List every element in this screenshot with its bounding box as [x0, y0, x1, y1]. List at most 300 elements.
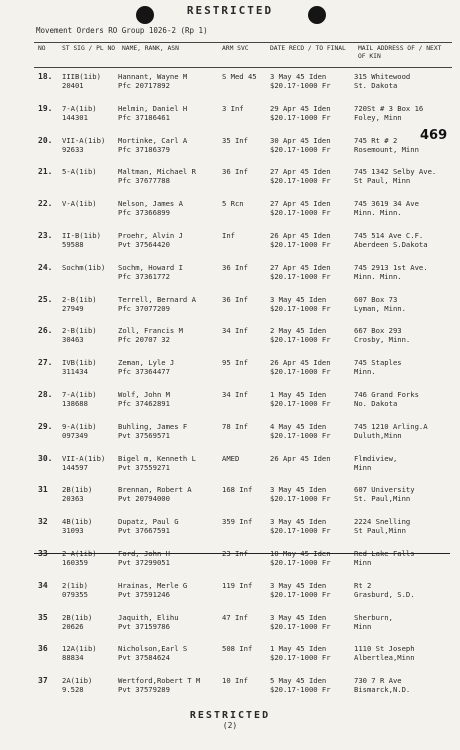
row-mail-address-line: Minn. Minn. — [354, 208, 402, 218]
table-row — [34, 358, 452, 390]
row-date-received — [270, 613, 331, 631]
row-number: 34 — [38, 580, 48, 590]
row-mail-address — [354, 613, 393, 631]
row-serial-line: 2(1ib) — [62, 580, 88, 590]
row-number: 25. — [38, 294, 53, 304]
row-mail-address-line: Lyman, Minn. — [354, 303, 406, 313]
row-date-received-line: $20.17-1000 Fr — [270, 494, 331, 504]
row-number: 19. — [38, 103, 53, 113]
row-mail-address — [354, 517, 410, 535]
row-date-received — [270, 485, 331, 503]
row-serial — [62, 390, 97, 408]
row-mail-address-line: 1110 St Joseph — [354, 644, 415, 654]
row-name-rank-line: Pfc 37361772 — [118, 271, 170, 281]
row-date-received-line: 3 May 45 Iden — [270, 485, 327, 495]
row-serial-line: 311434 — [62, 367, 88, 377]
row-mail-address-line: No. Dakota — [354, 399, 398, 408]
row-mail-address-line: Duluth,Minn — [354, 430, 402, 440]
row-name-rank-line: Hrainas, Merle G — [118, 580, 188, 590]
table-row — [34, 199, 452, 231]
row-mail-address-line: Minn — [354, 558, 372, 567]
row-mail-address — [354, 549, 415, 567]
row-mail-address-line: 315 Whitewood — [354, 72, 411, 81]
row-name-rank-line: Dupatz, Paul G — [118, 517, 179, 527]
row-number: 24. — [38, 262, 53, 272]
row-name-rank-line: Brennan, Robert A — [118, 485, 192, 495]
movement-orders-line: Movement Orders RO Group 1026-2 (Rp 1) — [36, 26, 208, 35]
row-mail-address — [354, 358, 402, 376]
row-serial — [62, 422, 97, 440]
row-mail-address-line: Albertlea,Minn — [354, 653, 415, 663]
row-mail-address-line: Rt 2 — [354, 580, 372, 590]
row-serial-line: 144301 — [62, 112, 88, 122]
row-date-received-line: 3 May 45 Iden — [270, 294, 327, 304]
row-mail-address-line: 607 Box 73 — [354, 294, 398, 304]
row-name-rank-line: Pvt 20794000 — [118, 494, 170, 504]
row-name-rank-line: Pfc 37186461 — [118, 112, 170, 122]
row-serial-line: 12A(1ib) — [62, 644, 97, 654]
table-row — [34, 517, 452, 549]
row-serial-line: 9-A(1ib) — [62, 421, 97, 431]
row-date-received-line: 1 May 45 Iden — [270, 644, 327, 654]
row-mail-address-line: 745 Staples — [354, 358, 402, 368]
row-date-received-line: $20.17-1000 Fr — [270, 144, 331, 154]
row-mail-address — [354, 263, 428, 281]
row-date-received — [270, 422, 331, 440]
row-mail-address-line: Aberdeen S.Dakota — [354, 240, 428, 249]
row-name-rank — [118, 326, 183, 344]
row-mail-address — [354, 167, 436, 185]
row-date-received-line: 5 May 45 Iden — [270, 676, 327, 686]
row-mail-address-line: St. Paul,Minn — [354, 494, 411, 504]
table-row — [34, 326, 452, 358]
row-serial — [62, 199, 97, 208]
row-serial-line: 20363 — [62, 494, 84, 504]
row-serial-line: 2B(1ib) — [62, 612, 93, 622]
row-serial-line: 144597 — [62, 462, 88, 472]
row-arm-service: 47 Inf — [222, 612, 248, 622]
row-mail-address-line: Bismarck,N.D. — [354, 685, 411, 695]
row-date-received-line: 3 May 45 Iden — [270, 72, 327, 81]
row-date-received — [270, 263, 331, 281]
row-serial — [62, 676, 92, 694]
row-serial-line: 20401 — [62, 81, 84, 90]
row-serial-line: 20626 — [62, 621, 84, 631]
row-number: 28. — [38, 390, 53, 399]
row-arm-service: 119 Inf — [222, 580, 253, 590]
row-name-rank-line: Pfc 20707 32 — [118, 335, 170, 345]
col-address: MAIL ADDRESS OF / NEXT OF KIN — [358, 45, 442, 60]
row-date-received — [270, 295, 331, 313]
row-number: 21. — [38, 167, 53, 177]
row-date-received — [270, 454, 331, 463]
row-serial-line: 7-A(1ib) — [62, 103, 97, 113]
row-date-received-line: $20.17-1000 Fr — [270, 430, 331, 440]
row-mail-address — [354, 485, 415, 503]
row-mail-address — [354, 326, 410, 344]
row-serial-line: 097349 — [62, 430, 88, 440]
row-arm-service: 5 Rcn — [222, 199, 244, 209]
row-date-received-line: 3 May 45 Iden — [270, 517, 327, 527]
row-mail-address-line: 745 514 Ave C.F. — [354, 231, 424, 240]
row-name-rank-line: Pfc 37366899 — [118, 208, 170, 218]
row-serial — [62, 581, 88, 599]
row-number: 35 — [38, 612, 48, 622]
row-serial-line: 30463 — [62, 335, 84, 345]
row-name-rank — [118, 295, 196, 313]
row-name-rank — [118, 454, 196, 472]
row-serial-line: IIIB(1ib) — [62, 72, 101, 81]
row-mail-address — [354, 581, 415, 599]
row-date-received-line: 1 May 45 Iden — [270, 390, 327, 399]
row-arm-service: 359 Inf — [222, 517, 253, 527]
row-serial — [62, 295, 97, 313]
row-date-received-line: 29 Apr 45 Iden — [270, 103, 331, 113]
row-mail-address-line: 2224 Snelling — [354, 517, 411, 527]
row-serial-line: 5-A(1ib) — [62, 167, 97, 177]
row-arm-service: 78 Inf — [222, 421, 248, 431]
row-mail-address-line: 745 2913 1st Ave. — [354, 262, 428, 272]
row-mail-address-line: Rosemount, Minn — [354, 144, 419, 154]
row-mail-address-line: Minn. Minn. — [354, 271, 402, 281]
row-date-received-line: $20.17-1000 Fr — [270, 685, 331, 695]
row-name-rank-line: Nelson, James A — [118, 199, 183, 209]
row-number: 22. — [38, 199, 53, 209]
table-row — [34, 613, 452, 645]
row-serial-line: 7-A(1ib) — [62, 390, 97, 399]
row-date-received — [270, 136, 331, 154]
row-serial — [62, 644, 97, 662]
row-serial — [62, 326, 97, 344]
row-date-received-line: $20.17-1000 Fr — [270, 589, 331, 599]
row-mail-address-line: Flmdiview, — [354, 453, 398, 463]
row-arm-service: S Med 45 — [222, 72, 257, 81]
row-name-rank — [118, 422, 187, 440]
row-name-rank-line: Pvt 37579289 — [118, 685, 170, 695]
footer-restricted-label: RESTRICTED — [189, 710, 271, 721]
row-name-rank — [118, 485, 192, 503]
row-name-rank — [118, 644, 187, 662]
row-serial-line: 138688 — [62, 399, 88, 408]
row-mail-address — [354, 104, 423, 122]
row-serial-line: II-B(1ib) — [62, 231, 101, 240]
row-mail-address — [354, 72, 410, 90]
col-name: NAME, RANK, ASN — [122, 45, 179, 52]
row-name-rank-line: Pfc 37677788 — [118, 176, 170, 186]
row-date-received — [270, 72, 331, 90]
row-serial-line: 079355 — [62, 589, 88, 599]
row-arm-service: 95 Inf — [222, 358, 248, 368]
table-row — [34, 263, 452, 295]
row-date-received-line: 27 Apr 45 Iden — [270, 199, 331, 209]
row-name-rank-line: Sochm, Howard I — [118, 262, 183, 272]
row-number: 23. — [38, 231, 53, 240]
row-arm-service: AMED — [222, 453, 240, 463]
row-serial — [62, 358, 97, 376]
row-date-received-line: $20.17-1000 Fr — [270, 271, 331, 281]
row-mail-address-line: Foley, Minn — [354, 112, 402, 122]
col-no: NO — [38, 45, 46, 52]
row-mail-address-line: Sherburn, — [354, 612, 393, 622]
row-mail-address-line: Minn — [354, 621, 372, 631]
row-name-rank-line: Pfc 37364477 — [118, 367, 170, 377]
footer-restricted — [0, 710, 460, 730]
row-name-rank-line: Nicholson,Earl S — [118, 644, 188, 654]
row-name-rank-line: Pvt 37591246 — [118, 589, 170, 599]
row-arm-service: 34 Inf — [222, 326, 248, 336]
row-name-rank-line: Pvt 37559271 — [118, 462, 170, 472]
row-arm-service: 35 Inf — [222, 135, 248, 145]
row-serial-line: 27949 — [62, 303, 84, 313]
table-row — [34, 676, 452, 708]
table-row — [34, 581, 452, 613]
row-date-received — [270, 549, 331, 567]
row-name-rank — [118, 231, 183, 249]
row-arm-service: 36 Inf — [222, 294, 248, 304]
row-date-received — [270, 199, 331, 217]
row-mail-address — [354, 390, 419, 408]
row-mail-address-line: 667 Box 293 — [354, 326, 402, 336]
row-date-received-line: $20.17-1000 Fr — [270, 399, 331, 408]
row-number: 29. — [38, 421, 53, 431]
table-row — [34, 644, 452, 676]
table-row — [34, 422, 452, 454]
table-row — [34, 231, 452, 263]
row-name-rank — [118, 581, 187, 599]
row-serial-line: VII-A(1ib) — [62, 135, 106, 145]
row-serial — [62, 454, 105, 472]
row-name-rank — [118, 167, 196, 185]
row-date-received-line: 3 May 45 Iden — [270, 612, 327, 622]
page-stamp-number: 469 — [420, 128, 448, 143]
row-mail-address — [354, 295, 406, 313]
row-date-received-line: 30 Apr 45 Iden — [270, 135, 331, 145]
row-date-received-line: 26 Apr 45 Iden — [270, 453, 331, 463]
row-mail-address-line: St Paul,Minn — [354, 526, 406, 536]
row-serial — [62, 613, 92, 631]
table-row — [34, 104, 452, 136]
row-mail-address — [354, 676, 410, 694]
row-date-received-line: $20.17-1000 Fr — [270, 653, 331, 663]
row-serial — [62, 136, 105, 154]
row-date-received-line: $20.17-1000 Fr — [270, 621, 331, 631]
table-row — [34, 485, 452, 517]
row-name-rank-line: Bigel m, Kenneth L — [118, 453, 196, 463]
row-serial-line: 2B(1ib) — [62, 485, 93, 495]
row-serial-line: IVB(1ib) — [62, 358, 97, 368]
row-date-received — [270, 167, 331, 185]
row-date-received-line: $20.17-1000 Fr — [270, 81, 331, 90]
row-date-received-line: 3 May 45 Iden — [270, 580, 327, 590]
row-name-rank-line: Maltman, Michael R — [118, 167, 196, 177]
row-mail-address-line: Grasburd, S.D. — [354, 589, 415, 599]
row-name-rank — [118, 263, 183, 281]
row-number: 37 — [38, 676, 48, 686]
row-mail-address-line: St Paul, Minn — [354, 176, 411, 186]
row-number: 30. — [38, 453, 53, 463]
row-serial-line: 160359 — [62, 558, 88, 567]
row-date-received — [270, 358, 331, 376]
row-number: 32 — [38, 517, 48, 527]
row-mail-address-line: 745 1210 Arling.A — [354, 421, 428, 431]
row-serial — [62, 104, 97, 122]
row-serial — [62, 167, 97, 176]
row-arm-service: 36 Inf — [222, 262, 248, 272]
row-serial-line: 88834 — [62, 653, 84, 663]
row-date-received-line: 27 Apr 45 Iden — [270, 262, 331, 272]
row-date-received — [270, 104, 331, 122]
row-name-rank-line: Hannant, Wayne M — [118, 72, 188, 81]
row-serial-line: 9.528 — [62, 685, 84, 695]
row-serial-line: 31093 — [62, 526, 84, 536]
row-name-rank-line: Pvt 37584624 — [118, 653, 170, 663]
row-serial-line: Sochm(1ib) — [62, 262, 106, 272]
row-date-received-line: $20.17-1000 Fr — [270, 558, 331, 567]
row-date-received-line: $20.17-1000 Fr — [270, 526, 331, 536]
row-arm-service: 34 Inf — [222, 390, 248, 399]
table-row — [34, 454, 452, 486]
row-serial-line: 4B(1ib) — [62, 517, 93, 527]
row-serial — [62, 485, 92, 503]
row-number: 20. — [38, 135, 53, 145]
row-serial — [62, 549, 97, 567]
row-number: 36 — [38, 644, 48, 654]
row-mail-address — [354, 422, 428, 440]
row-date-received-line: $20.17-1000 Fr — [270, 240, 331, 249]
row-mail-address-line: Minn. — [354, 367, 376, 377]
header-restricted: RESTRICTED — [186, 4, 274, 17]
row-serial-line: 2-B(1ib) — [62, 294, 97, 304]
row-date-received-line: $20.17-1000 Fr — [270, 303, 331, 313]
row-name-rank-line: Wertford,Robert T M — [118, 676, 201, 686]
row-mail-address-line: 745 1342 Selby Ave. — [354, 167, 437, 177]
table-row — [34, 167, 452, 199]
col-arm: ARM SVC — [222, 45, 249, 52]
row-serial — [62, 263, 105, 272]
row-mail-address — [354, 454, 397, 472]
row-date-received-line: $20.17-1000 Fr — [270, 208, 331, 218]
row-mail-address-line: 607 University — [354, 485, 415, 495]
row-date-received — [270, 581, 331, 599]
row-name-rank-line: Pfc 37462891 — [118, 399, 170, 408]
row-serial-line: V-A(1ib) — [62, 199, 97, 209]
row-serial-line: 59588 — [62, 240, 84, 249]
row-name-rank — [118, 199, 183, 217]
row-name-rank-line: Buhling, James F — [118, 421, 188, 431]
table-row — [34, 136, 452, 168]
row-arm-service: 508 Inf — [222, 644, 253, 654]
row-date-received-line: 2 May 45 Iden — [270, 326, 327, 336]
row-name-rank-line: Pvt 37667591 — [118, 526, 170, 536]
row-serial-line: 2-B(1ib) — [62, 326, 97, 336]
row-name-rank-line: Zoll, Francis M — [118, 326, 183, 336]
row-mail-address — [354, 231, 428, 249]
row-date-received — [270, 644, 331, 662]
table-row — [34, 390, 452, 422]
row-arm-service: 36 Inf — [222, 167, 248, 177]
table-row — [34, 295, 452, 327]
row-arm-service: Inf — [222, 231, 235, 240]
row-name-rank-line: Pvt 37569571 — [118, 430, 170, 440]
row-name-rank-line: Wolf, John M — [118, 390, 170, 399]
row-mail-address-line: St. Dakota — [354, 81, 398, 90]
row-date-received-line: $20.17-1000 Fr — [270, 176, 331, 186]
row-date-received-line: $20.17-1000 Fr — [270, 335, 331, 345]
row-name-rank-line: Terrell, Bernard A — [118, 294, 196, 304]
col-serial: ST SIG / PL NO — [62, 45, 116, 52]
row-mail-address-line: 746 Grand Forks — [354, 390, 419, 399]
row-date-received-line: $20.17-1000 Fr — [270, 367, 331, 377]
row-name-rank-line: Proehr, Alvin J — [118, 231, 183, 240]
row-name-rank-line: Jaquith, Elihu — [118, 612, 179, 622]
row-arm-service: 3 Inf — [222, 103, 244, 113]
row-arm-service: 10 Inf — [222, 676, 248, 686]
row-date-received-line: 4 May 45 Iden — [270, 421, 327, 431]
row-name-rank — [118, 676, 200, 694]
row-number: 31 — [38, 485, 48, 495]
row-name-rank — [118, 613, 179, 631]
row-name-rank-line: Zeman, Lyle J — [118, 358, 175, 368]
row-serial — [62, 231, 101, 249]
row-mail-address-line: 745 3619 34 Ave — [354, 199, 419, 209]
row-name-rank-line: Pvt 37564420 — [118, 240, 170, 249]
strikethrough-line — [34, 553, 450, 554]
row-serial-line: VII-A(1ib) — [62, 453, 106, 463]
row-number: 27. — [38, 358, 53, 368]
row-name-rank — [118, 390, 170, 408]
row-name-rank-line: Pvt 37159786 — [118, 621, 170, 631]
row-name-rank-line: Mortinke, Carl A — [118, 135, 188, 145]
row-mail-address — [354, 644, 415, 662]
row-name-rank — [118, 549, 170, 567]
row-name-rank-line: Pvt 37299051 — [118, 558, 170, 567]
row-mail-address — [354, 199, 419, 217]
row-number: 18. — [38, 72, 53, 81]
row-date-received — [270, 676, 331, 694]
table-row — [34, 72, 452, 104]
row-number: 26. — [38, 326, 53, 336]
row-serial-line: 92633 — [62, 144, 84, 154]
row-mail-address-line: Minn — [354, 462, 372, 472]
row-serial-line: 2A(1ib) — [62, 676, 93, 686]
row-mail-address-line: 745 Rt # 2 — [354, 135, 398, 145]
row-name-rank — [118, 136, 187, 154]
page-number: (2) — [222, 721, 238, 730]
row-name-rank-line: Pfc 20717892 — [118, 81, 170, 90]
row-name-rank-line: Pfc 37077209 — [118, 303, 170, 313]
row-date-received — [270, 231, 331, 249]
row-name-rank — [118, 358, 174, 376]
row-date-received — [270, 326, 331, 344]
row-arm-service: 168 Inf — [222, 485, 253, 495]
row-mail-address — [354, 136, 419, 154]
row-mail-address-line: Crosby, Minn. — [354, 335, 411, 345]
row-name-rank-line: Pfc 37186379 — [118, 144, 170, 154]
row-name-rank-line: Helmin, Daniel H — [118, 103, 188, 113]
row-date-received — [270, 390, 331, 408]
row-name-rank — [118, 517, 179, 535]
row-date-received — [270, 517, 331, 535]
row-name-rank — [118, 72, 187, 90]
col-date: DATE RECD / TO FINAL — [270, 45, 346, 52]
row-mail-address-line: 730 7 R Ave — [354, 676, 402, 686]
row-serial — [62, 72, 101, 90]
row-date-received-line: 27 Apr 45 Iden — [270, 167, 331, 177]
row-mail-address-line: 720St # 3 Box 16 — [354, 103, 424, 113]
row-date-received-line: 26 Apr 45 Iden — [270, 231, 331, 240]
row-date-received-line: 26 Apr 45 Iden — [270, 358, 331, 368]
row-name-rank — [118, 104, 187, 122]
